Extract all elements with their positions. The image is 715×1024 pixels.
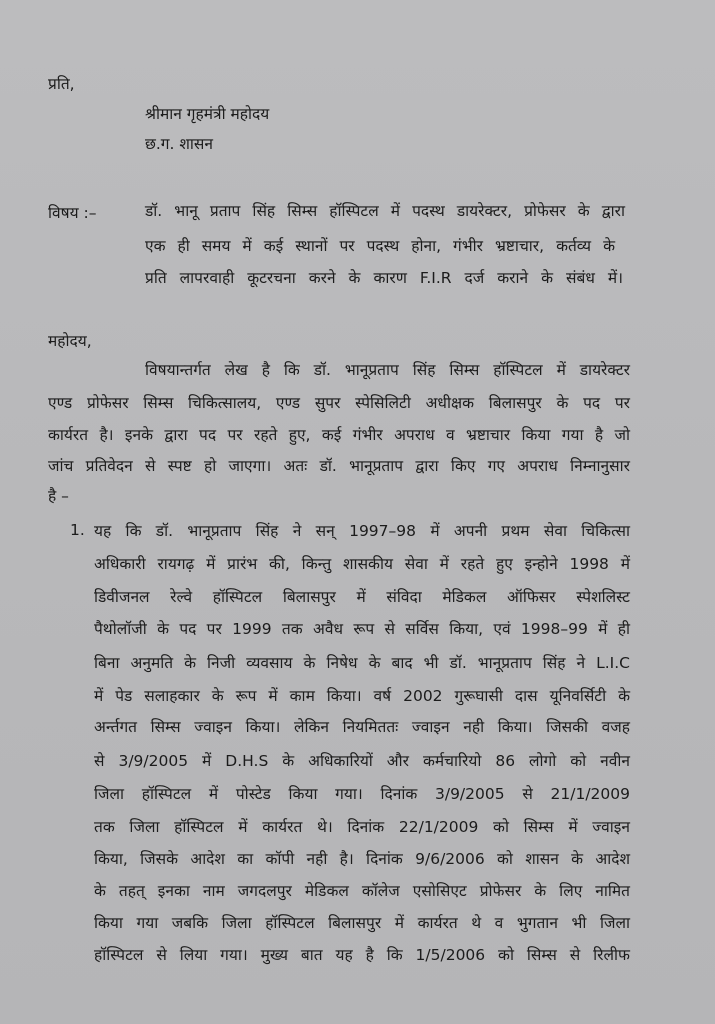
to-line: प्रति,	[48, 75, 75, 93]
salutation: महोदय,	[48, 332, 92, 350]
subject-label: विषय :–	[48, 204, 97, 222]
subject-line: एक ही समय में कई स्थानों पर पदस्थ होना, गंभीर भ्रष्टाचार, कर्तव्य के	[145, 237, 615, 255]
item-line: से 3/9/2005 में D.H.S के अधिकारियों और कर्मचारियो 86 लोगो को नवीन	[94, 752, 630, 770]
subject-line: डॉ. भानू प्रताप सिंह सिम्स हॉस्पिटल में पदस्थ डायरेक्टर, प्रोफेसर के द्वारा	[145, 202, 625, 220]
item-line: यह कि डॉ. भानूप्रताप सिंह ने सन् 1997–98 में अपनी प्रथम सेवा चिकित्सा	[94, 522, 630, 540]
intro-line: एण्ड प्रोफेसर सिम्स चिकित्सालय, एण्ड सुपर स्पेसिलिटी अधीक्षक बिलासपुर के पद पर	[48, 394, 630, 412]
item-line: हॉस्पिटल से लिया गया। मुख्य बात यह है कि 1/5/2006 को सिम्स से रिलीफ	[94, 946, 630, 964]
intro-line: कार्यरत है। इनके द्वारा पद पर रहते हुए, कई गंभीर अपराध व भ्रष्टाचार किया गया है जो	[48, 426, 630, 444]
addressee-line-2: छ.ग. शासन	[145, 135, 214, 153]
intro-line: है –	[48, 487, 69, 505]
item-line: के तहत् इनका नाम जगदलपुर मेडिकल कॉलेज एसोसिएट प्रोफेसर के लिए नामित	[94, 882, 630, 900]
item-line: डिवीजनल रेल्वे हॉस्पिटल बिलासपुर में संविदा मेडिकल ऑफिसर स्पेशलिस्ट	[94, 588, 630, 606]
item-line: अर्न्तगत सिम्स ज्वाइन किया। लेकिन नियमिततः ज्वाइन नही किया। जिसकी वजह	[94, 718, 630, 736]
item-line: तक जिला हॉस्पिटल में कार्यरत थे। दिनांक 22/1/2009 को सिम्स में ज्वाइन	[94, 818, 630, 836]
item-line: जिला हॉस्पिटल में पोस्टेड किया गया। दिनांक 3/9/2005 से 21/1/2009	[94, 785, 630, 803]
intro-line: विषयान्तर्गत लेख है कि डॉ. भानूप्रताप सिंह सिम्स हॉस्पिटल में डायरेक्टर	[145, 361, 630, 379]
item-line: बिना अनुमति के निजी व्यवसाय के निषेध के बाद भी डॉ. भानूप्रताप सिंह ने L.I.C	[94, 654, 630, 672]
item-line: किया गया जबकि जिला हॉस्पिटल बिलासपुर में कार्यरत थे व भुगतान भी जिला	[94, 914, 630, 932]
subject-line: प्रति लापरवाही कूटरचना करने के कारण F.I.R दर्ज कराने के संबंध में।	[145, 269, 623, 287]
item-line: किया, जिसके आदेश का कॉपी नही है। दिनांक 9/6/2006 को शासन के आदेश	[94, 850, 630, 868]
item-line: अधिकारी रायगढ़ में प्रारंभ की, किन्तु शासकीय सेवा में रहते हुए इन्होने 1998 में	[94, 555, 630, 573]
list-item-number: 1.	[70, 521, 85, 539]
item-line: पैथोलॉजी के पद पर 1999 तक अवैध रूप से सर्विस किया, एवं 1998–99 में ही	[94, 620, 630, 638]
addressee-line-1: श्रीमान गृहमंत्री महोदय	[145, 105, 270, 123]
item-line: में पेड सलाहकार के रूप में काम किया। वर्ष 2002 गुरूघासी दास यूनिवर्सिटी के	[94, 687, 630, 705]
intro-line: जांच प्रतिवेदन से स्पष्ट हो जाएगा। अतः डॉ. भानूप्रताप द्वारा किए गए अपराध निम्नानुसार	[48, 457, 630, 475]
